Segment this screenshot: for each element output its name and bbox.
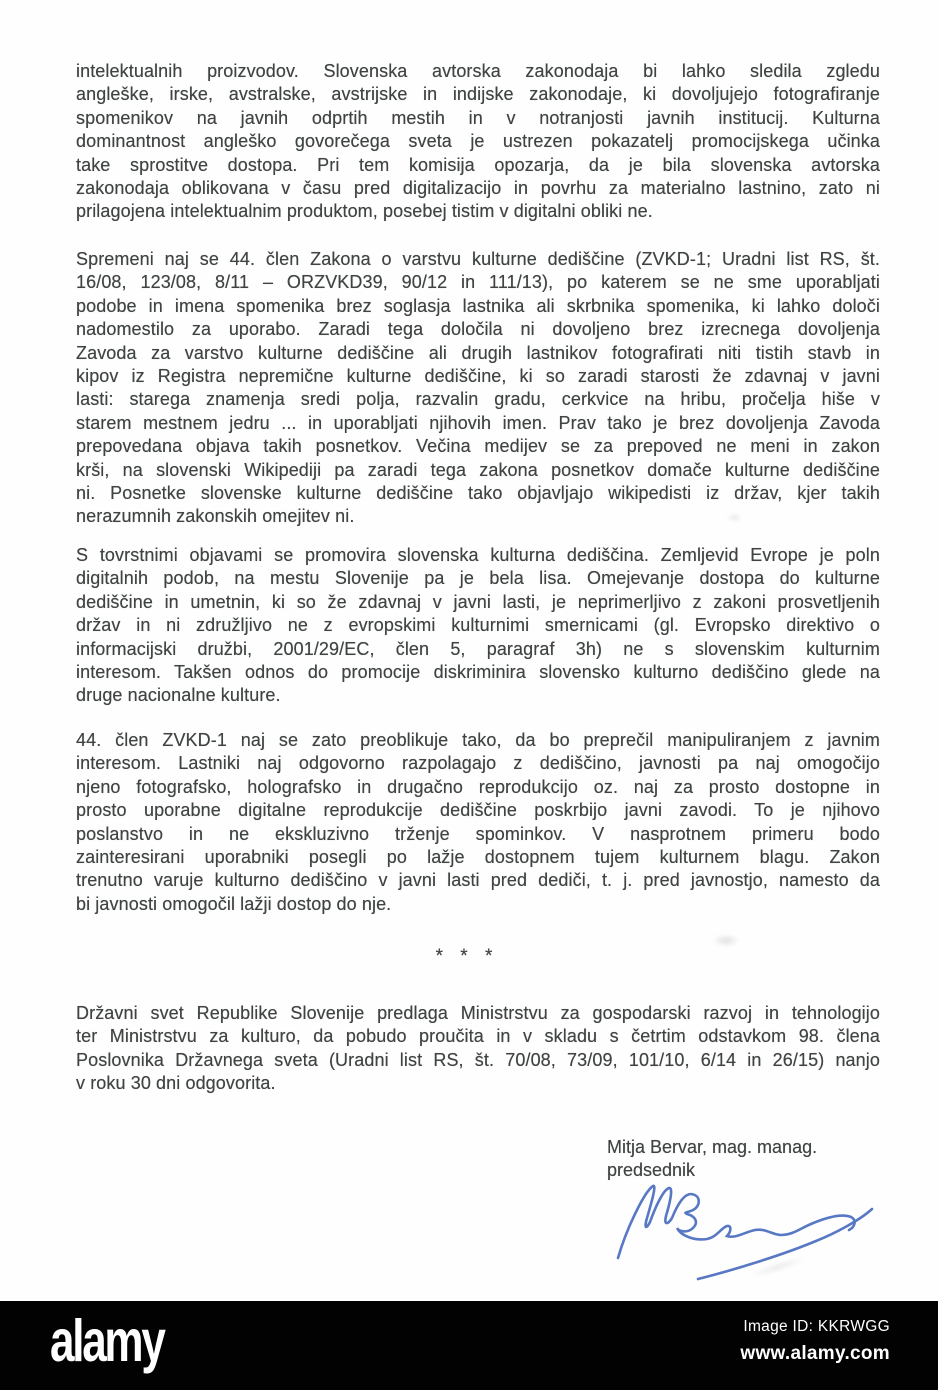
text-line: krši, na slovenski Wikipediji pa zaradi tega zakona posnetkov domače kulturne dediščine [76, 459, 880, 480]
text-line: S tovrstnimi objavami se promovira slovenska kulturna dediščina. Zemljevid Evrope je poln [76, 545, 880, 565]
image-id-text: Image ID: KKRWGG [743, 1318, 890, 1335]
text-line: nadomestilo za uporabo. Zaradi tega določila ni dovoljeno brez izrecnega dovoljenja [76, 319, 880, 340]
text-line: dediščine in umetnin, ki so že zdavnaj v javni lasti, je neprimerljivo z zakoni prosvetljenih [76, 591, 880, 612]
text-line: 44. člen ZVKD-1 naj se zato preoblikuje tako, da bo preprečil manipuliranjem z javnim [76, 730, 880, 750]
text-line: v roku 30 dni odgovorita. [76, 1073, 276, 1094]
text-line: ni. Posnetke slovenske kulturne dediščine tako objavljajo wikipedisti iz držav, kjer takih [76, 483, 880, 504]
text-line: lasti: starega znamenja sredi polja, razvalin gradu, cerkvice na hribu, pročelja hiše v [76, 389, 880, 410]
text-line: prilagojena intelektualnim produktom, posebej tistim v digitalni obliki ne. [76, 201, 653, 222]
signature-block [607, 1136, 817, 1183]
text-line: Državni svet Republike Slovenije predlaga Ministrstvu za gospodarski razvoj in tehnologijo [76, 1003, 880, 1023]
text-line: informacijski družbi, 2001/29/EC, člen 5, paragraf 3h) ne s slovenskim kulturnim [76, 638, 880, 659]
alamy-url-text: www.alamy.com [740, 1343, 890, 1364]
text-line: bi javnosti omogočil lažji dostop do nje. [76, 893, 392, 914]
alamy-logo: alamy [50, 1307, 164, 1375]
text-line: Spremeni naj se 44. člen Zakona o varstvu kulturne dediščine (ZVKD-1; Uradni list RS, št. [76, 249, 880, 269]
signatory-name: Mitja Bervar, mag. manag. [607, 1137, 818, 1157]
text-line: starem mestnem jedru ... in uporabljati njihovih imen. Prav tako je brez dovoljenja Zavoda [76, 412, 880, 433]
watermark-info [740, 1318, 890, 1365]
text-line: prosto uporabne digitalne reprodukcije dediščine poskrbijo javni zavodi. To je njihovo [76, 800, 880, 821]
paragraph-2 [76, 248, 880, 529]
text-line: angleške, irske, avstralske, avstrijske in indijske zakonodaje, ki dovoljujejo fotografiranje [76, 84, 880, 105]
text-line: prepovedana objava takih posnetkov. Večina medijev se za prepoved ne meni in zakon [76, 436, 880, 457]
text-line: trenutno varuje kulturno dediščino v javni lasti pred dediči, t. j. pred javnostjo, namesto da [76, 870, 880, 891]
text-line: interesom. Takšen odnos do promocije diskriminira slovensko kulturno dediščino glede na [76, 662, 880, 683]
text-line: njeno fotografsko, holografsko in drugačno reprodukcijo oz. naj za prosto dostopne in [76, 776, 880, 797]
text-line: podobe in imena spomenika brez soglasja lastnika ali skrbnika spomenika, ki lahko določi [76, 295, 880, 316]
paragraph-5 [76, 1002, 880, 1096]
text-line: nerazumnih zakonskih omejitev ni. [76, 506, 355, 527]
handwritten-signature [548, 1178, 888, 1288]
text-line: kipov iz Registra nepremične kulturne dediščine, ki so zaradi starosti že zdavnaj v javni [76, 366, 880, 387]
scan-smudge [712, 934, 740, 947]
text-line: intelektualnih proizvodov. Slovenska avtorska zakonodaja bi lahko sledila zgledu [76, 61, 880, 81]
text-line: Poslovnika Državnega sveta (Uradni list RS, št. 70/08, 73/09, 101/10, 6/14 in 26/15) nanjo [76, 1049, 880, 1070]
text-line: druge nacionalne kulture. [76, 685, 281, 706]
signatory-title: predsednik [607, 1160, 696, 1181]
text-line: dominantnost angleško govorečega sveta je ustrezen pokazatelj promocijskega učinka [76, 131, 880, 152]
text-line: Zavoda za varstvo kulturne dediščine ali drugih lastnikov fotografirati niti tistih stavb in [76, 342, 880, 363]
paragraph-1 [76, 60, 880, 224]
text-line: interesom. Lastniki naj odgovorno razpolagajo z dediščino, javnosti pa naj omogočijo [76, 753, 880, 774]
text-line: zainteresirani uporabniki posegli po lažje dostopnem tujem kulturnem blagu. Zakon [76, 847, 880, 868]
asterisk-separator: * * * [435, 946, 499, 967]
text-line: držav in ni združljivo ne z evropskimi kulturnimi smernicami (gl. Evropsko direktivo o [76, 615, 880, 636]
text-line: ter Ministrstvu za kulturo, da pobudo proučita in v skladu s četrtim odstavkom 98. člena [76, 1026, 880, 1047]
text-line: spomenikov na javnih odprtih mestih in v notranjosti javnih institucij. Kulturna [76, 107, 880, 128]
text-line: zakonodaja oblikovana v času pred digitalizacijo in povrhu za materialno lastnino, zato ni [76, 178, 880, 199]
scan-smudge [727, 513, 742, 522]
text-line: take sprostitve dostopa. Pri tem komisija opozarja, da je bila slovenska avtorska [76, 154, 880, 175]
paragraph-3 [76, 544, 880, 708]
paragraph-4 [76, 729, 880, 916]
text-line: digitalnih podob, na mestu Slovenije pa je bela lisa. Omejevanje dostopa do kulturne [76, 568, 880, 589]
text-line: 16/08, 123/08, 8/11 – ORZVKD39, 90/12 in 111/13), po katerem se ne sme uporabljati [76, 272, 880, 293]
text-line: poslanstvo in ne ekskluzivno trženje spominkov. V nasprotnem primeru bodo [76, 823, 880, 844]
